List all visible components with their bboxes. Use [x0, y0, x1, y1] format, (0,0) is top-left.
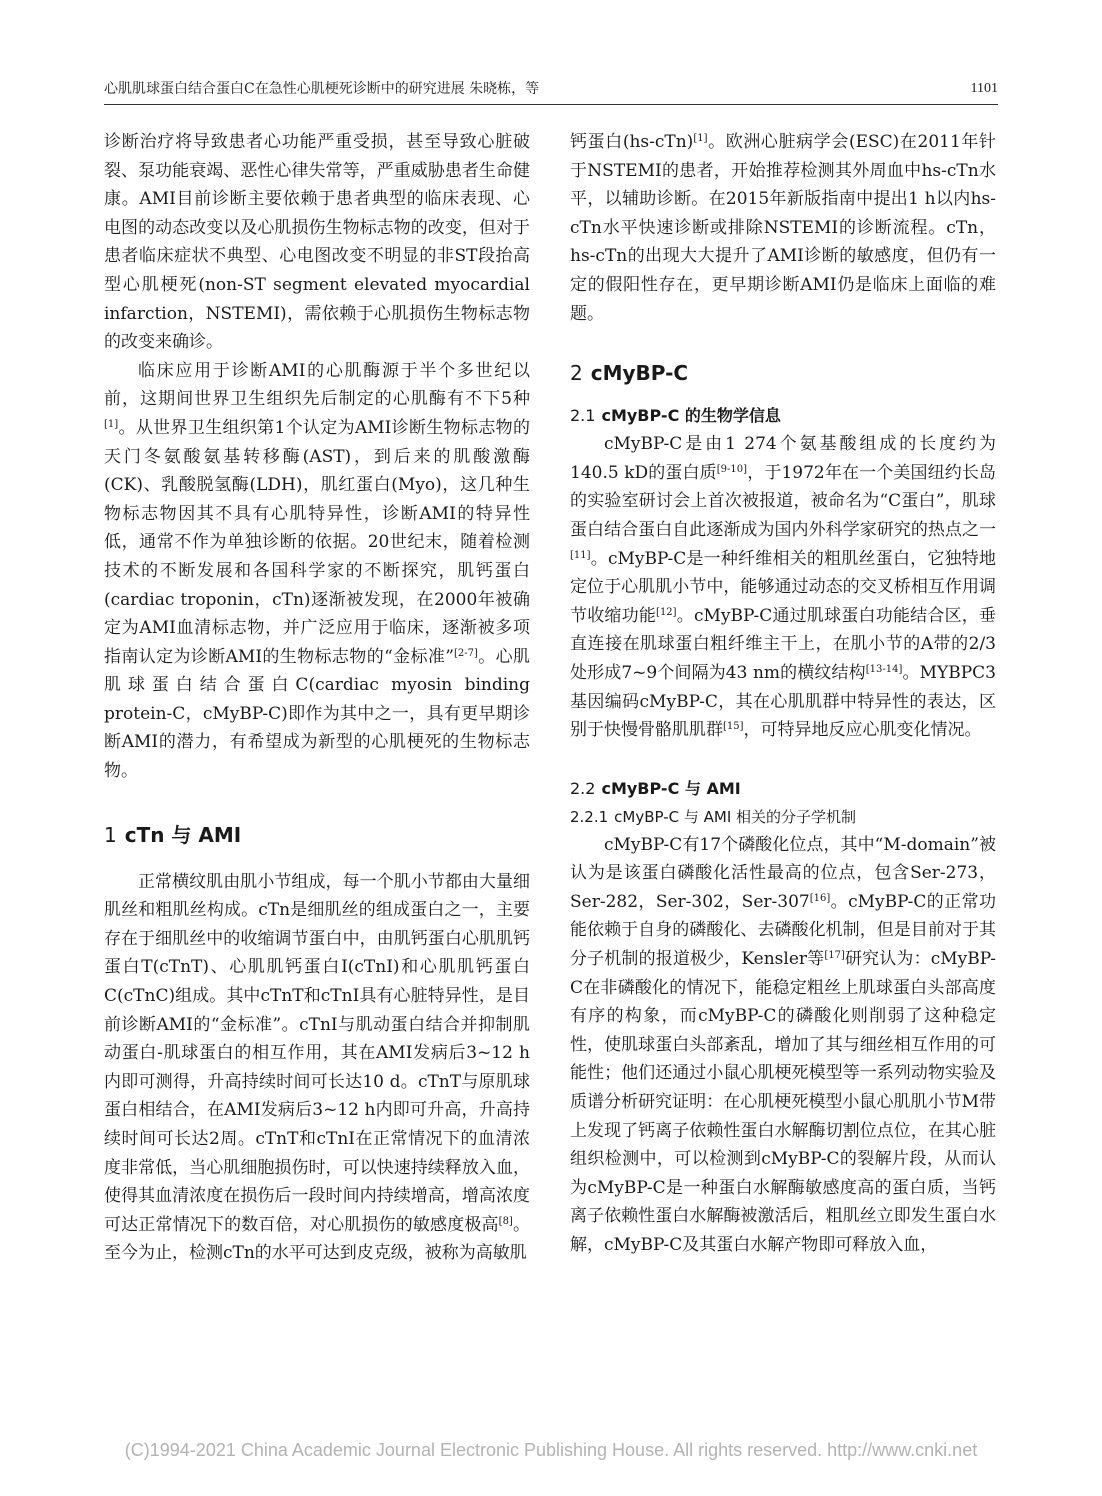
citation: [16]	[809, 892, 831, 904]
paragraph-intro-continued: 诊断治疗将导致患者心功能严重受损，甚至导致心脏破裂、泵功能衰竭、恶性心律失常等，严重威胁患者生命健康。AMI目前诊断主要依赖于患者典型的临床表现、心电图的动态改变以及心肌损伤生物标志物的改变，但对于患者临床症状不典型、心电图改变不明显的非ST段抬高型心肌梗死(non-ST segment elevated myocardial infarction，NSTEMI)，需依赖于心肌损伤生物标志物的改变来确诊。	[104, 132, 530, 353]
citation: [13-14]	[865, 663, 903, 675]
subsection-heading-2-2-1: 2.2.1 cMyBP-C 与 AMI 相关的分子学机制	[570, 807, 857, 826]
citation: [9-10]	[716, 463, 748, 475]
subsection-heading-2-1: 2.1 cMyBP-C 的生物学信息	[570, 406, 781, 426]
paragraph-hs-ctn: 钙蛋白(hs-cTn)[1]。欧洲心脏病学会(ESC)在2011年针于NSTEMI的患者，开始推荐检测其外周血中hs-cTn水平，以辅助诊断。在2015年新版指南中提出1 h以内hs-cTn水平快速诊断或排除NSTEMI的诊断流程。cTn，hs-cTn的出现大大提升了AMI诊断的敏感度，但仍有一定的假阳性存在，更早期诊断AMI仍是临床上面临的难题。	[570, 132, 996, 324]
citation: [1]	[104, 418, 119, 430]
section-heading-2: 2 cMyBP-C	[570, 361, 689, 386]
right-column	[570, 128, 996, 1260]
citation: [8]	[498, 1215, 513, 1227]
paragraph-cardiac-enzymes: 临床应用于诊断AMI的心肌酶源于半个多世纪以前，这期间世界卫生组织先后制定的心肌酶有不下5种[1]。从世界卫生组织第1个认定为AMI诊断生物标志物的天门冬氨酸氨基转移酶(AST)，到后来的肌酸激酶(CK)、乳酸脱氢酶(LDH)，肌红蛋白(Myo)，这几种生物标志物因其不具有心肌特异性，诊断AMI的特异性低，通常不作为单独诊断的依据。20世纪末，随着检测技术的不断发展和各国科学家的不断探究，肌钙蛋白(cardiac troponin，cTn)逐渐被发现，在2000年被确定为AMI血清标志物，并广泛应用于临床，逐渐被多项指南认定为诊断AMI的生物标志物的“金标准”[2-7]。心肌肌球蛋白结合蛋白C(cardiac myosin binding protein-C，cMyBP-C)即作为其中之一，具有更早期诊断AMI的潜力，有希望成为新型的心肌梗死的生物标志物。	[104, 360, 531, 782]
page-number: 1101	[970, 81, 998, 96]
citation: [1]	[693, 133, 708, 144]
citation: [12]	[656, 606, 677, 618]
subsection-heading-2-2: 2.2 cMyBP-C 与 AMI	[570, 778, 741, 798]
citation: [17]	[824, 950, 845, 962]
copyright-footer: (C)1994-2021 China Academic Journal Electronic Publishing House. All rights reserved. http://www.cnki.net	[124, 1440, 978, 1460]
left-column	[104, 128, 530, 1268]
paragraph-molecular-mechanism: cMyBP-C有17个磷酸化位点，其中“M-domain”被认为是该蛋白磷酸化活性最高的位点，包含Ser-273，Ser-282，Ser-302，Ser-307[16]。cMyBP-C的正常功能依赖于自身的磷酸化、去磷酸化机制，但是目前对于其分子机制的报道极少，Kensler等[17]研究认为：cMyBP-C在非磷酸化的情况下，能稳定粗丝上肌球蛋白头部高度有序的构象，而cMyBP-C的磷酸化则削弱了这种稳定性，使肌球蛋白头部紊乱，增加了其与细丝相互作用的可能性；他们还通过小鼠心肌梗死模型等一系列动物实验及质谱分析研究证明：在心肌梗死模型小鼠心肌肌小节M带上发现了钙离子依赖性蛋白水解酶切割位点位，在其心脏组织检测中，可以检测到cMyBP-C的裂解片段，从而认为cMyBP-C是一种蛋白水解酶敏感度高的蛋白质，当钙离子依赖性蛋白水解酶被激活后，粗肌丝立即发生蛋白水解，cMyBP-C及其蛋白水解产物即可释放入血，	[570, 834, 996, 1255]
section-heading-1: 1 cTn 与 AMI	[104, 822, 242, 847]
paragraph-cmybpc-biology: cMyBP-C是由1 274个氨基酸组成的长度约为140.5 kD的蛋白质[9-10]，于1972年在一个美国纽约长岛的实验室研讨会上首次被报道，被命名为“C蛋白”，肌球蛋白结合蛋白自此逐渐成为国内外科学家研究的热点之一[11]。cMyBP-C是一种纤维相关的粗肌丝蛋白，它独特地定位于心肌肌小节中，能够通过动态的交叉桥相互作用调节收缩功能[12]。cMyBP-C通过肌球蛋白功能结合区，垂直连接在肌球蛋白粗纤维主干上，在肌小节的A带的2/3处形成7~9个间隔为43 nm的横纹结构[13-14]。MYBPC3基因编码cMyBP-C，其在心肌肌群中特异性的表达，区别于快慢骨骼肌肌群[15]，可特异地反应心肌变化情况。	[570, 434, 996, 741]
citation: [11]	[570, 549, 591, 561]
citation: [2-7]	[453, 647, 478, 659]
running-title: 心肌肌球蛋白结合蛋白C在急性心肌梗死诊断中的研究进展 朱晓栋，等	[104, 81, 540, 97]
running-header	[104, 78, 998, 105]
paragraph-ctn: 正常横纹肌由肌小节组成，每一个肌小节都由大量细肌丝和粗肌丝构成。cTn是细肌丝的组成蛋白之一，主要存在于细肌丝中的收缩调节蛋白中，由肌钙蛋白心肌肌钙蛋白T(cTnT)、心肌肌钙蛋白I(cTnI)和心肌肌钙蛋白C(cTnC)组成。其中cTnT和cTnI具有心脏特异性，是目前诊断AMI的“金标准”。cTnI与肌动蛋白结合并抑制肌动蛋白-肌球蛋白的相互作用，其在AMI发病后3~12 h内即可测得，升高持续时间可长达10 d。cTnT与原肌球蛋白相结合，在AMI发病后3~12 h内即可升高，升高持续时间可长达2周。cTnT和cTnI在正常情况下的血清浓度非常低，当心肌细胞损伤时，可以快速持续释放入血，使得其血清浓度在损伤后一段时间内持续增高，增高浓度可达正常情况下的数百倍，对心肌损伤的敏感度极高[8]。至今为止，检测cTn的水平可达到皮克级，被称为高敏肌	[104, 871, 531, 1264]
citation: [15]	[723, 721, 744, 733]
